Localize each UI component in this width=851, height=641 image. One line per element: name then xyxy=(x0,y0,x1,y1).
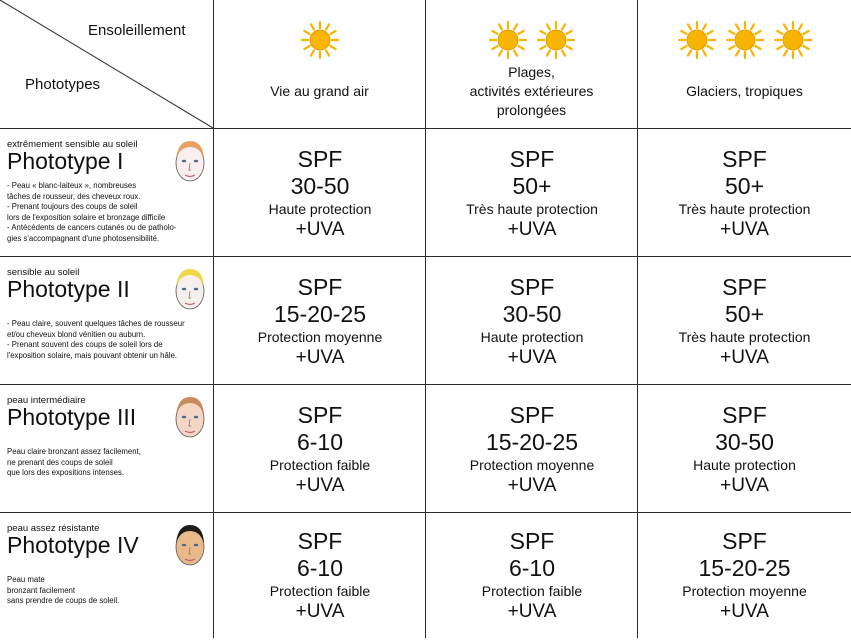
spf-cell xyxy=(214,129,426,257)
phototype-description: - Peau claire, souvent quelques tâches de rousseur et/ou cheveux blond vénitien ou auburn. - Prenant souvent des coups de soleil lors de l'exposition solaire, mais pouvant obtenir un hâle. xyxy=(7,319,185,360)
sensitivity-label: extrêmement sensible au soleil xyxy=(7,139,138,150)
protection-level: Protection faible xyxy=(269,583,371,599)
spf-label: SPF xyxy=(509,273,555,300)
spf-range: 15-20-25 xyxy=(485,428,579,455)
uva-label: +UVA xyxy=(720,346,769,368)
protection-level: Très haute protection xyxy=(678,328,811,345)
spf-cell xyxy=(426,257,638,385)
uva-label: +UVA xyxy=(507,474,557,496)
spf-label: SPF xyxy=(509,145,555,172)
spf-label: SPF xyxy=(509,401,555,428)
spf-label: SPF xyxy=(722,145,767,172)
spf-range: 50+ xyxy=(724,172,764,199)
column-label: Plages, activités extérieures prolongées xyxy=(469,64,594,118)
spf-cell xyxy=(638,257,851,385)
spf-cell xyxy=(638,385,851,513)
spf-cell xyxy=(426,385,638,513)
row-label-phototype-4 xyxy=(0,513,213,641)
uva-label: +UVA xyxy=(720,218,769,240)
sensitivity-label: peau assez résistante xyxy=(7,523,100,534)
column-label: Vie au grand air xyxy=(270,83,369,99)
sun-group xyxy=(214,20,425,60)
spf-cell xyxy=(214,513,426,638)
uva-label: +UVA xyxy=(507,218,557,240)
spf-range: 30-50 xyxy=(715,428,774,455)
protection-level: Haute protection xyxy=(693,456,796,473)
uva-label: +UVA xyxy=(720,474,769,496)
spf-cell xyxy=(638,129,851,257)
spf-cell xyxy=(214,385,426,513)
spf-cell xyxy=(638,513,851,638)
phototype-title: Phototype IV xyxy=(7,532,139,558)
sun-icon xyxy=(725,20,765,60)
uva-label: +UVA xyxy=(295,474,345,496)
sun-icon xyxy=(773,20,813,60)
row-label-phototype-3 xyxy=(0,385,213,513)
uva-label: +UVA xyxy=(507,346,557,368)
phototypes-label: Phototypes xyxy=(25,76,101,93)
uva-label: +UVA xyxy=(507,601,557,622)
phototype-title: Phototype III xyxy=(7,404,137,430)
spf-label: SPF xyxy=(297,145,343,172)
sun-icon xyxy=(677,20,717,60)
phototype-description: - Peau « blanc-laiteux », nombreuses tâches de rousseur, des cheveux roux. - Prenant toujours des coups de soleil lors de l'exposition solaire et bronzage difficile - Antécédents de cancers cutanés ou de patholo- gies s'accompagnant d'une photosensibilité. xyxy=(7,181,177,243)
protection-level: Protection faible xyxy=(481,583,583,599)
sun-icon xyxy=(488,20,528,60)
face-icon xyxy=(170,391,210,443)
spf-range: 6-10 xyxy=(296,555,344,581)
uva-label: +UVA xyxy=(295,346,345,368)
sun-icon xyxy=(536,20,576,60)
protection-level: Protection moyenne xyxy=(682,583,807,599)
row-label-phototype-1 xyxy=(0,129,213,257)
uva-label: +UVA xyxy=(720,601,769,622)
spf-range: 50+ xyxy=(512,172,552,199)
column-label: Glaciers, tropiques xyxy=(686,83,803,99)
face-icon xyxy=(170,263,210,315)
spf-label: SPF xyxy=(722,273,767,300)
sun-icon xyxy=(300,20,340,60)
header-corner-cell xyxy=(0,0,213,128)
spf-label: SPF xyxy=(509,528,555,554)
phototype-title: Phototype II xyxy=(7,276,130,302)
sensitivity-label: sensible au soleil xyxy=(7,267,80,278)
uva-label: +UVA xyxy=(295,218,345,240)
spf-label: SPF xyxy=(297,528,343,554)
phototype-title: Phototype I xyxy=(7,148,124,174)
row-label-phototype-2 xyxy=(0,257,213,385)
phototype-description: Peau mate bronzant facilement sans prendre de coups de soleil. xyxy=(7,575,120,605)
protection-level: Haute protection xyxy=(480,328,584,345)
spf-range: 30-50 xyxy=(290,172,350,199)
spf-label: SPF xyxy=(297,401,343,428)
spf-range: 50+ xyxy=(724,300,764,327)
spf-range: 6-10 xyxy=(508,555,556,581)
protection-level: Très haute protection xyxy=(466,200,598,217)
face-icon xyxy=(170,135,210,187)
sun-group xyxy=(638,20,851,60)
protection-level: Protection faible xyxy=(269,456,371,473)
protection-level: Protection moyenne xyxy=(257,328,383,345)
header-col-outdoor xyxy=(214,0,425,128)
spf-label: SPF xyxy=(722,528,767,554)
spf-label: SPF xyxy=(722,401,767,428)
spf-cell xyxy=(426,129,638,257)
spf-range: 6-10 xyxy=(296,428,344,455)
header-col-beaches xyxy=(426,0,637,128)
sunshine-label: Ensoleillement xyxy=(88,22,186,39)
header-col-glaciers xyxy=(638,0,851,128)
spf-label: SPF xyxy=(297,273,343,300)
face-icon xyxy=(170,519,210,571)
spf-range: 30-50 xyxy=(502,300,562,327)
phototype-description: Peau claire bronzant assez facilement, ne prenant des coups de soleil que lors des expositions intenses. xyxy=(7,447,141,477)
diagonal-divider xyxy=(0,0,213,128)
protection-level: Haute protection xyxy=(268,200,372,217)
protection-level: Protection moyenne xyxy=(469,456,595,473)
spf-range: 15-20-25 xyxy=(698,555,791,581)
spf-range: 15-20-25 xyxy=(273,300,367,327)
spf-cell xyxy=(214,257,426,385)
sun-group xyxy=(426,20,637,60)
protection-level: Très haute protection xyxy=(678,200,811,217)
uva-label: +UVA xyxy=(295,601,345,622)
sensitivity-label: peau intermédiaire xyxy=(7,395,86,406)
spf-cell xyxy=(426,513,638,638)
